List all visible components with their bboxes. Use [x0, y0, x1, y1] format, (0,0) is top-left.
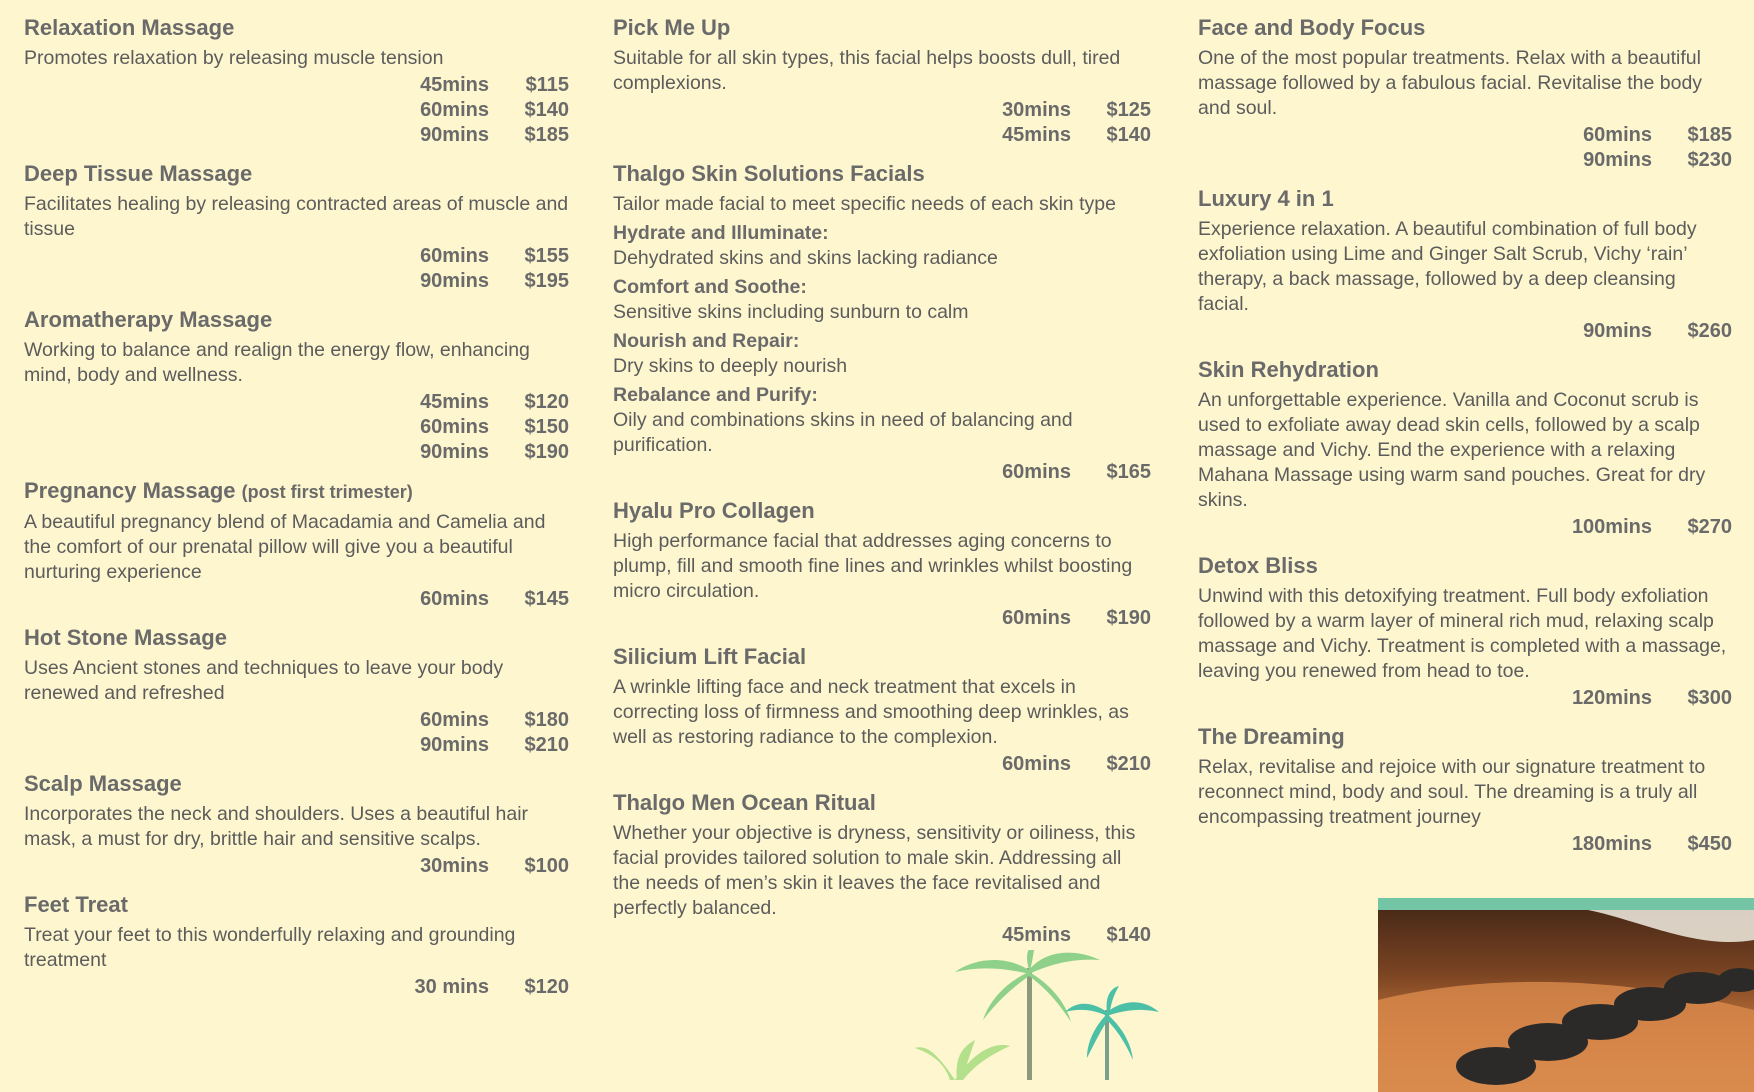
price: $190	[524, 441, 569, 463]
duration: 30mins	[1002, 99, 1071, 121]
facial-option-title: Hydrate and Illuminate:	[613, 222, 829, 244]
treatment-description: A wrinkle lifting face and neck treatment that excels in correcting loss of firmness and smoothing deep wrinkles, as well as restoring radiance to the complexion.	[613, 676, 1129, 748]
price: $210	[1106, 753, 1151, 775]
duration: 45mins	[420, 74, 489, 96]
price-list	[24, 975, 569, 1000]
treatment-note: (post first trimester)	[241, 482, 413, 502]
facial-option	[613, 275, 1151, 325]
price-list	[1198, 832, 1732, 857]
treatment-name: Thalgo Men Ocean Ritual	[613, 790, 876, 815]
treatment-item	[24, 477, 569, 612]
price-list	[1198, 515, 1732, 540]
palm-tree-icon	[915, 950, 1175, 1080]
treatment-item	[1198, 185, 1732, 344]
price: $185	[1687, 124, 1732, 146]
treatment-description: Experience relaxation. A beautiful combination of full body exfoliation using Lime and Ginger Salt Scrub, Vichy ‘rain’ therapy, a back massage, followed by a deep cleansing facial.	[1198, 218, 1697, 315]
treatment-title	[613, 14, 1151, 42]
price: $125	[1106, 99, 1151, 121]
treatment-name: Skin Rehydration	[1198, 357, 1379, 382]
treatment-title	[1198, 185, 1732, 213]
price-list	[1198, 686, 1732, 711]
treatment-item	[24, 770, 569, 879]
treatment-description: Incorporates the neck and shoulders. Uses a beautiful hair mask, a must for dry, brittle hair and sensitive scalps.	[24, 803, 529, 850]
treatment-name: Deep Tissue Massage	[24, 161, 253, 186]
price-row	[613, 460, 1151, 485]
treatment-name: Luxury 4 in 1	[1198, 186, 1334, 211]
price: $230	[1687, 149, 1732, 171]
duration: 30 mins	[414, 976, 489, 998]
treatment-title	[24, 770, 569, 798]
facial-option	[613, 383, 1151, 458]
treatment-title	[24, 477, 569, 506]
treatment-name: Scalp Massage	[24, 771, 182, 796]
duration: 45mins	[1002, 924, 1071, 946]
treatment-name: Pregnancy Massage	[24, 478, 236, 503]
price-row	[24, 733, 569, 758]
duration: 45mins	[1002, 124, 1071, 146]
price-row	[24, 244, 569, 269]
price-row	[613, 606, 1151, 631]
price: $165	[1106, 461, 1151, 483]
duration: 90mins	[1583, 320, 1652, 342]
treatment-name: Feet Treat	[24, 892, 128, 917]
duration: 90mins	[420, 734, 489, 756]
treatment-name: Relaxation Massage	[24, 15, 235, 40]
hot-stone-massage-photo	[1378, 898, 1754, 1092]
price: $155	[524, 245, 569, 267]
duration: 60mins	[1583, 124, 1652, 146]
facial-option-title: Nourish and Repair:	[613, 330, 800, 352]
facial-option-title: Comfort and Soothe:	[613, 276, 807, 298]
price: $300	[1687, 687, 1732, 709]
treatment-description: Whether your objective is dryness, sensitivity or oiliness, this facial provides tailored solution to male skin. Addressing all the needs of men’s skin it leaves the face revitalised and perfectly balanced.	[613, 822, 1136, 919]
price-row	[1198, 515, 1732, 540]
column-massages	[24, 14, 569, 1012]
facial-option-description: Oily and combinations skins in need of balancing and purification.	[613, 409, 1073, 456]
duration: 60mins	[420, 245, 489, 267]
price-list	[24, 73, 569, 148]
treatment-item	[613, 14, 1151, 148]
duration: 90mins	[1583, 149, 1652, 171]
price: $145	[524, 588, 569, 610]
price-row	[613, 123, 1151, 148]
treatment-title	[24, 891, 569, 919]
facial-option-description: Sensitive skins including sunburn to calm	[613, 301, 969, 323]
duration: 90mins	[420, 270, 489, 292]
price-row	[24, 98, 569, 123]
price-row	[1198, 686, 1732, 711]
treatment-description: Tailor made facial to meet specific needs of each skin type	[613, 193, 1116, 215]
price: $150	[524, 416, 569, 438]
treatment-title	[613, 497, 1151, 525]
price-row	[24, 975, 569, 1000]
price: $180	[524, 709, 569, 731]
price-row	[24, 415, 569, 440]
price-list	[613, 606, 1151, 631]
treatment-description: Facilitates healing by releasing contracted areas of muscle and tissue	[24, 193, 569, 240]
treatment-description: Relax, revitalise and rejoice with our signature treatment to reconnect mind, body and soul. The dreaming is a truly all encompassing treatment journey	[1198, 756, 1706, 828]
treatment-title	[24, 306, 569, 334]
price: $120	[524, 391, 569, 413]
price: $140	[1106, 924, 1151, 946]
price-row	[1198, 319, 1732, 344]
price-list	[613, 923, 1151, 948]
duration: 180mins	[1571, 833, 1652, 855]
treatment-item	[1198, 14, 1732, 173]
price-row	[1198, 123, 1732, 148]
price-row	[1198, 148, 1732, 173]
treatment-item	[24, 306, 569, 465]
treatment-item	[1198, 356, 1732, 540]
treatment-item	[613, 160, 1151, 485]
price-list	[613, 98, 1151, 148]
treatment-description: A beautiful pregnancy blend of Macadamia and Camelia and the comfort of our prenatal pillow will give you a beautiful nurturing experience	[24, 511, 546, 583]
treatment-description: Treat your feet to this wonderfully relaxing and grounding treatment	[24, 924, 516, 971]
treatment-name: The Dreaming	[1198, 724, 1345, 749]
treatment-item	[24, 160, 569, 294]
price: $120	[524, 976, 569, 998]
treatment-item	[613, 643, 1151, 777]
duration: 60mins	[1002, 607, 1071, 629]
treatment-name: Pick Me Up	[613, 15, 731, 40]
price-row	[613, 923, 1151, 948]
treatment-item	[24, 14, 569, 148]
treatment-item	[613, 789, 1151, 948]
facial-option-description: Dry skins to deeply nourish	[613, 355, 848, 377]
price: $140	[1106, 124, 1151, 146]
treatment-title	[1198, 14, 1732, 42]
price-list	[24, 587, 569, 612]
column-facials	[613, 14, 1151, 960]
duration: 120mins	[1571, 687, 1652, 709]
price: $210	[524, 734, 569, 756]
price-row	[613, 752, 1151, 777]
price-row	[24, 73, 569, 98]
price: $270	[1687, 516, 1732, 538]
price-row	[613, 98, 1151, 123]
treatment-description: Unwind with this detoxifying treatment. Full body exfoliation followed by a warm layer of mineral rich mud, relaxing scalp massage and Vichy. Treatment is completed with a massage, leaving you renewed from head to toe.	[1198, 585, 1727, 682]
duration: 60mins	[1002, 753, 1071, 775]
duration: 45mins	[420, 391, 489, 413]
price-list	[24, 390, 569, 465]
duration: 60mins	[420, 709, 489, 731]
treatment-description: High performance facial that addresses aging concerns to plump, fill and smooth fine lines and wrinkles whilst boosting micro circulation.	[613, 530, 1133, 602]
treatment-name: Hot Stone Massage	[24, 625, 227, 650]
duration: 60mins	[420, 99, 489, 121]
duration: 60mins	[1002, 461, 1071, 483]
treatment-title	[24, 160, 569, 188]
price-list	[24, 854, 569, 879]
price: $140	[524, 99, 569, 121]
duration: 100mins	[1571, 516, 1652, 538]
facial-option-description: Dehydrated skins and skins lacking radiance	[613, 247, 998, 269]
treatment-title	[613, 643, 1151, 671]
treatment-description: Uses Ancient stones and techniques to leave your body renewed and refreshed	[24, 657, 504, 704]
facial-option	[613, 221, 1151, 271]
treatment-name: Hyalu Pro Collagen	[613, 498, 815, 523]
treatment-item	[24, 891, 569, 1000]
facial-option-title: Rebalance and Purify:	[613, 384, 818, 406]
price-row	[24, 440, 569, 465]
treatment-title	[1198, 723, 1732, 751]
treatment-description: Suitable for all skin types, this facial helps boosts dull, tired complexions.	[613, 47, 1121, 94]
price-row	[24, 390, 569, 415]
price-row	[1198, 832, 1732, 857]
price-row	[24, 269, 569, 294]
price-list	[24, 244, 569, 294]
treatment-item	[1198, 723, 1732, 857]
price-row	[24, 123, 569, 148]
treatment-name: Silicium Lift Facial	[613, 644, 807, 669]
price-list	[613, 460, 1151, 485]
duration: 90mins	[420, 124, 489, 146]
price-list	[613, 752, 1151, 777]
duration: 90mins	[420, 441, 489, 463]
price-list	[24, 708, 569, 758]
treatment-item	[613, 497, 1151, 631]
price: $195	[524, 270, 569, 292]
price: $190	[1106, 607, 1151, 629]
duration: 60mins	[420, 416, 489, 438]
treatment-name: Aromatherapy Massage	[24, 307, 273, 332]
price: $260	[1687, 320, 1732, 342]
treatment-title	[24, 14, 569, 42]
treatment-title	[613, 160, 1151, 188]
column-body-treatments	[1198, 14, 1732, 869]
price-row	[24, 587, 569, 612]
treatment-item	[1198, 552, 1732, 711]
treatment-description: One of the most popular treatments. Relax with a beautiful massage followed by a fabulous facial. Revitalise the body and soul.	[1198, 47, 1703, 119]
facial-option	[613, 329, 1151, 379]
treatment-name: Face and Body Focus	[1198, 15, 1426, 40]
duration: 60mins	[420, 588, 489, 610]
price: $100	[524, 855, 569, 877]
treatment-description: An unforgettable experience. Vanilla and Coconut scrub is used to exfoliate away dead skin cells, followed by a scalp massage and Vichy. End the experience with a relaxing Mahana Massage using warm sand pouches. Great for dry skins.	[1198, 389, 1706, 511]
treatment-title	[1198, 552, 1732, 580]
price-row	[24, 708, 569, 733]
treatment-description: Promotes relaxation by releasing muscle tension	[24, 47, 444, 69]
treatment-name: Thalgo Skin Solutions Facials	[613, 161, 925, 186]
treatment-description: Working to balance and realign the energy flow, enhancing mind, body and wellness.	[24, 339, 530, 386]
price-list	[1198, 123, 1732, 173]
treatment-name: Detox Bliss	[1198, 553, 1318, 578]
treatment-title	[24, 624, 569, 652]
price: $450	[1687, 833, 1732, 855]
price: $185	[524, 124, 569, 146]
price: $115	[525, 74, 569, 96]
treatment-title	[1198, 356, 1732, 384]
price-row	[24, 854, 569, 879]
price-list	[1198, 319, 1732, 344]
treatment-item	[24, 624, 569, 758]
treatment-title	[613, 789, 1151, 817]
duration: 30mins	[420, 855, 489, 877]
